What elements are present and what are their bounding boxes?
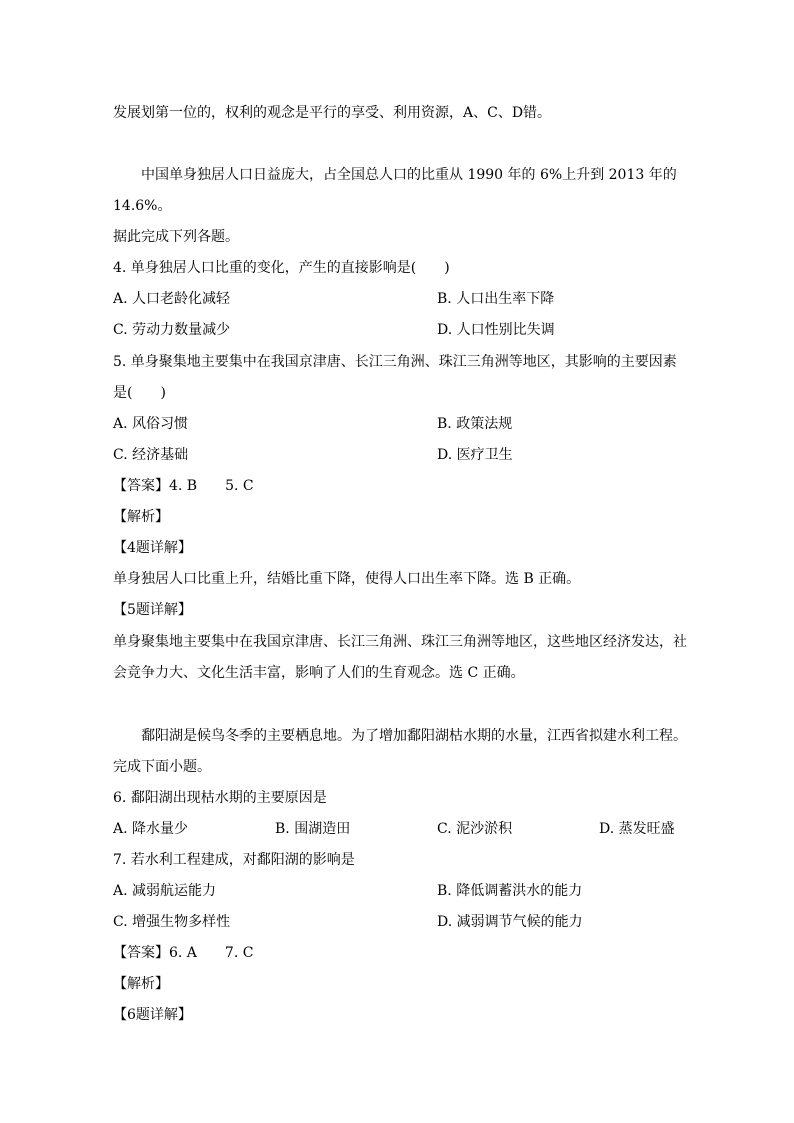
option-6c: C. 泥沙淤积 [437,821,513,837]
option-7b: B. 降低调蓄洪水的能力 [437,883,583,899]
passage-line: 14.6%。 [113,198,172,214]
option-4a: A. 人口老龄化减轻 [113,291,231,307]
detail-heading-4: 【4题详解】 [113,540,192,556]
option-5a: A. 风俗习惯 [113,416,189,432]
question-5-cont: 是( ) [113,385,166,401]
option-5c: C. 经济基础 [113,447,189,463]
option-4d: D. 人口性别比失调 [437,322,555,338]
question-7: 7. 若水利工程建成，对鄱阳湖的影响是 [113,852,355,868]
text-line: 发展划第一位的，权利的观念是平行的享受、利用资源，A、C、D错。 [113,105,552,121]
answer-line: 【答案】4. B 5. C [113,478,254,494]
option-4c: C. 劳动力数量减少 [113,322,231,338]
option-6b: B. 围湖造田 [275,821,351,837]
detail-heading-5: 【5题详解】 [113,602,192,618]
analysis-heading: 【解析】 [113,976,169,992]
question-6: 6. 鄱阳湖出现枯水期的主要原因是 [113,790,327,806]
instruction-text: 完成下面小题。 [113,759,211,775]
detail-text-5-cont: 会竞争力大、文化生活丰富，影响了人们的生育观念。选 C 正确。 [113,665,525,681]
detail-text-4: 单身独居人口比重上升，结婚比重下降，使得人口出生率下降。选 B 正确。 [113,571,581,587]
passage-line: 中国单身独居人口日益庞大，占全国总人口的比重从 1990 年的 6%上升到 2013 年的 [141,167,677,183]
option-5b: B. 政策法规 [437,416,513,432]
question-4: 4. 单身独居人口比重的变化，产生的直接影响是( ) [113,260,450,276]
option-7d: D. 减弱调节气候的能力 [437,914,583,930]
option-6d: D. 蒸发旺盛 [599,821,675,837]
answer-line: 【答案】6. A 7. C [113,945,254,961]
detail-heading-6: 【6题详解】 [113,1007,192,1023]
option-4b: B. 人口出生率下降 [437,291,555,307]
question-5: 5. 单身聚集地主要集中在我国京津唐、长江三角洲、珠江三角洲等地区，其影响的主要因素 [113,354,677,370]
detail-text-5: 单身聚集地主要集中在我国京津唐、长江三角洲、珠江三角洲等地区，这些地区经济发达，社 [113,634,687,650]
option-7a: A. 减弱航运能力 [113,883,217,899]
passage-line: 鄱阳湖是候鸟冬季的主要栖息地。为了增加鄱阳湖枯水期的水量，江西省拟建水利工程。 [141,728,687,744]
option-5d: D. 医疗卫生 [437,447,513,463]
analysis-heading: 【解析】 [113,509,169,525]
instruction-text: 据此完成下列各题。 [113,229,239,245]
option-6a: A. 降水量少 [113,821,189,837]
option-7c: C. 增强生物多样性 [113,914,231,930]
